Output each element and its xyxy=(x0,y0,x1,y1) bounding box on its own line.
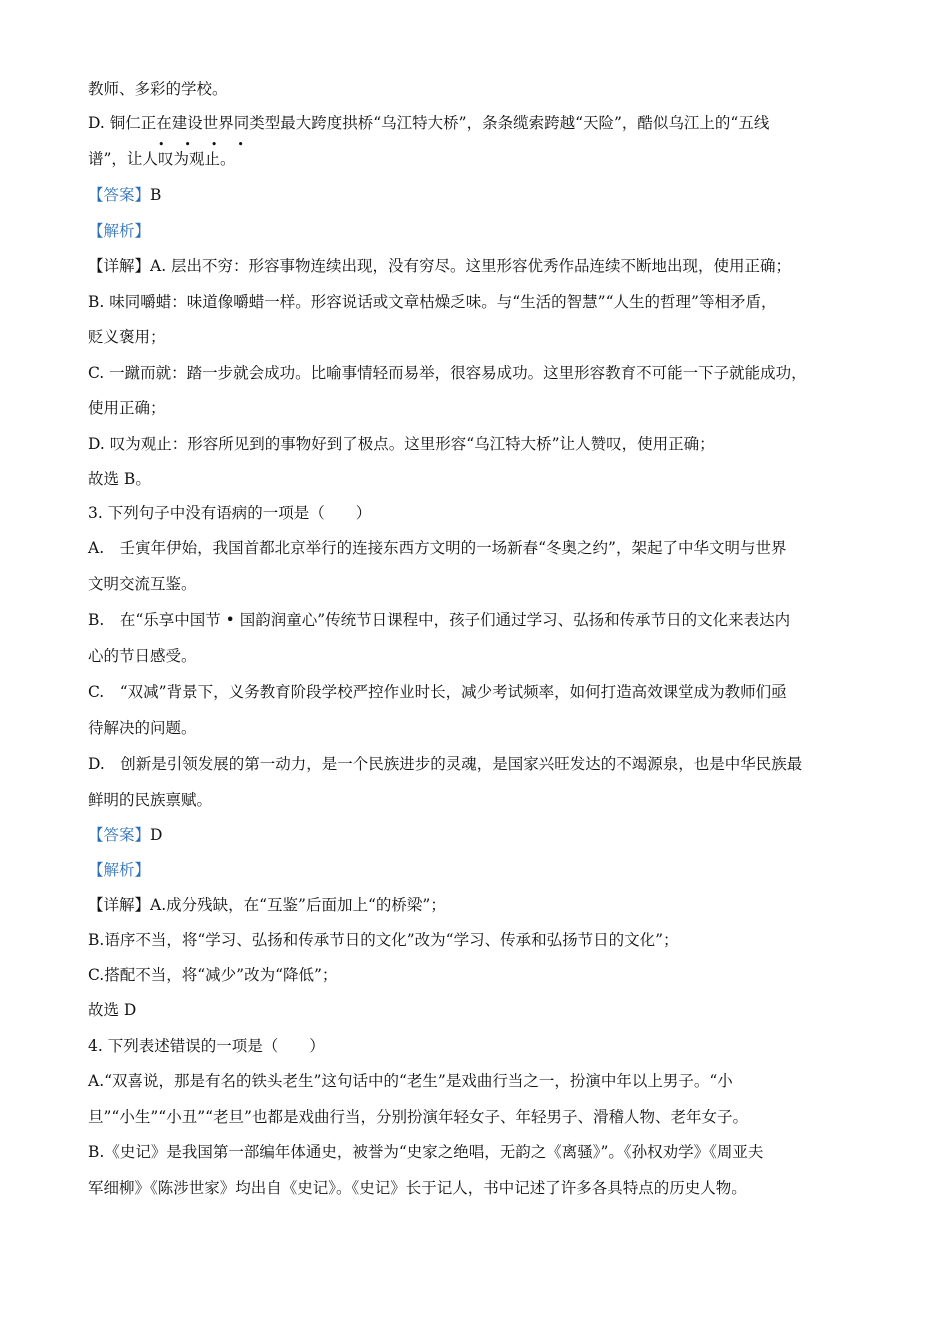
text-line: 使用正确； xyxy=(88,399,166,417)
text-line: B.语序不当，将“学习、弘扬和传承节日的文化”改为“学习、传承和弘扬节日的文化”； xyxy=(88,931,679,949)
emphasis-text: • • • • 叹为观止 xyxy=(157,138,253,168)
answer-line xyxy=(88,825,868,845)
text-line: 贬义褒用； xyxy=(88,328,166,346)
emphasis-dots: • • • • xyxy=(157,138,253,151)
analysis-line xyxy=(88,221,868,241)
text-line: 文明交流互鉴。 xyxy=(88,575,197,593)
text-line: 军细柳》《陈涉世家》均出自《史记》。《史记》长于记人，书中记述了许多各具特点的历史人物。 xyxy=(88,1179,747,1197)
analysis-line xyxy=(88,860,868,880)
text-line: 教师、多彩的学校。 xyxy=(88,80,228,98)
text-line: A.“双喜说，那是有名的铁头老生”这句话中的“老生”是戏曲行当之一，扮演中年以上男子。“小 xyxy=(88,1072,733,1090)
text-line: B.《史记》是我国第一部编年体通史，被誉为“史家之绝唱，无韵之《离骚》”。《孙权劝学》《周亚夫 xyxy=(88,1143,764,1161)
answer-tag: 【答案】 xyxy=(88,186,151,204)
text-line: 待解决的问题。 xyxy=(88,719,197,737)
text-line: C. “双减”背景下，义务教育阶段学校严控作业时长，减少考试频率，如何打造高效课堂成为教师们亟 xyxy=(88,683,787,701)
text-line: D. 铜仁正在建设世界同类型最大跨度拱桥“乌江特大桥”，条条缆索跨越“天险”，酷似乌江上的“五线 xyxy=(88,114,770,132)
text-line: D. 叹为观止：形容所见到的事物好到了极点。这里形容“乌江特大桥”让人赞叹，使用正确； xyxy=(88,435,715,453)
text-line: C. 一蹴而就：踏一步就会成功。比喻事情轻而易举，很容易成功。这里形容教育不可能一下子就能成功， xyxy=(88,364,807,382)
text-line: A. 壬寅年伊始，我国首都北京举行的连接东西方文明的一场新春“冬奥之约”，架起了中华文明与世界 xyxy=(88,539,787,557)
text-line: 【详解】A.成分残缺，在“互鉴”后面加上“的桥梁”； xyxy=(88,896,446,914)
text-line: B. 在“乐享中国节 • 国韵润童心”传统节日课程中，孩子们通过学习、弘扬和传承节日的文化来表达内 xyxy=(88,611,791,629)
question-title: 3. 下列句子中没有语病的一项是（ ） xyxy=(88,504,372,522)
text-line: B. 味同嚼蜡：味道像嚼蜡一样。形容说话或文章枯燥乏味。与“生活的智慧”“人生的哲理”等相矛盾， xyxy=(88,293,777,311)
text-line: 旦”“小生”“小丑”“老旦”也都是戏曲行当，分别扮演年轻女子、年轻男子、滑稽人物、老年女子。 xyxy=(88,1108,748,1126)
analysis-tag: 【解析】 xyxy=(88,222,151,240)
text-line: 【详解】A. 层出不穷：形容事物连续出现，没有穷尽。这里形容优秀作品连续不断地出现，使用正确； xyxy=(88,257,792,275)
analysis-tag: 【解析】 xyxy=(88,861,151,879)
text-line: 心的节日感受。 xyxy=(88,647,197,665)
text-line: 鲜明的民族禀赋。 xyxy=(88,791,213,809)
answer-line xyxy=(88,185,868,205)
text-line: 故选 D xyxy=(88,1001,137,1019)
question-title: 4. 下列表述错误的一项是（ ） xyxy=(88,1037,325,1055)
text-line: 谱”，让人 • • • • 叹为观止。 xyxy=(88,138,253,168)
text-line: 故选 B。 xyxy=(88,470,151,488)
text-line: C.搭配不当，将“减少”改为“降低”； xyxy=(88,966,338,984)
text-line: D. 创新是引领发展的第一动力，是一个民族进步的灵魂，是国家兴旺发达的不竭源泉，也是中华民族最 xyxy=(88,755,803,773)
answer-tag: 【答案】 xyxy=(88,826,151,844)
answer-value: D xyxy=(150,826,163,844)
answer-value: B xyxy=(150,186,162,204)
